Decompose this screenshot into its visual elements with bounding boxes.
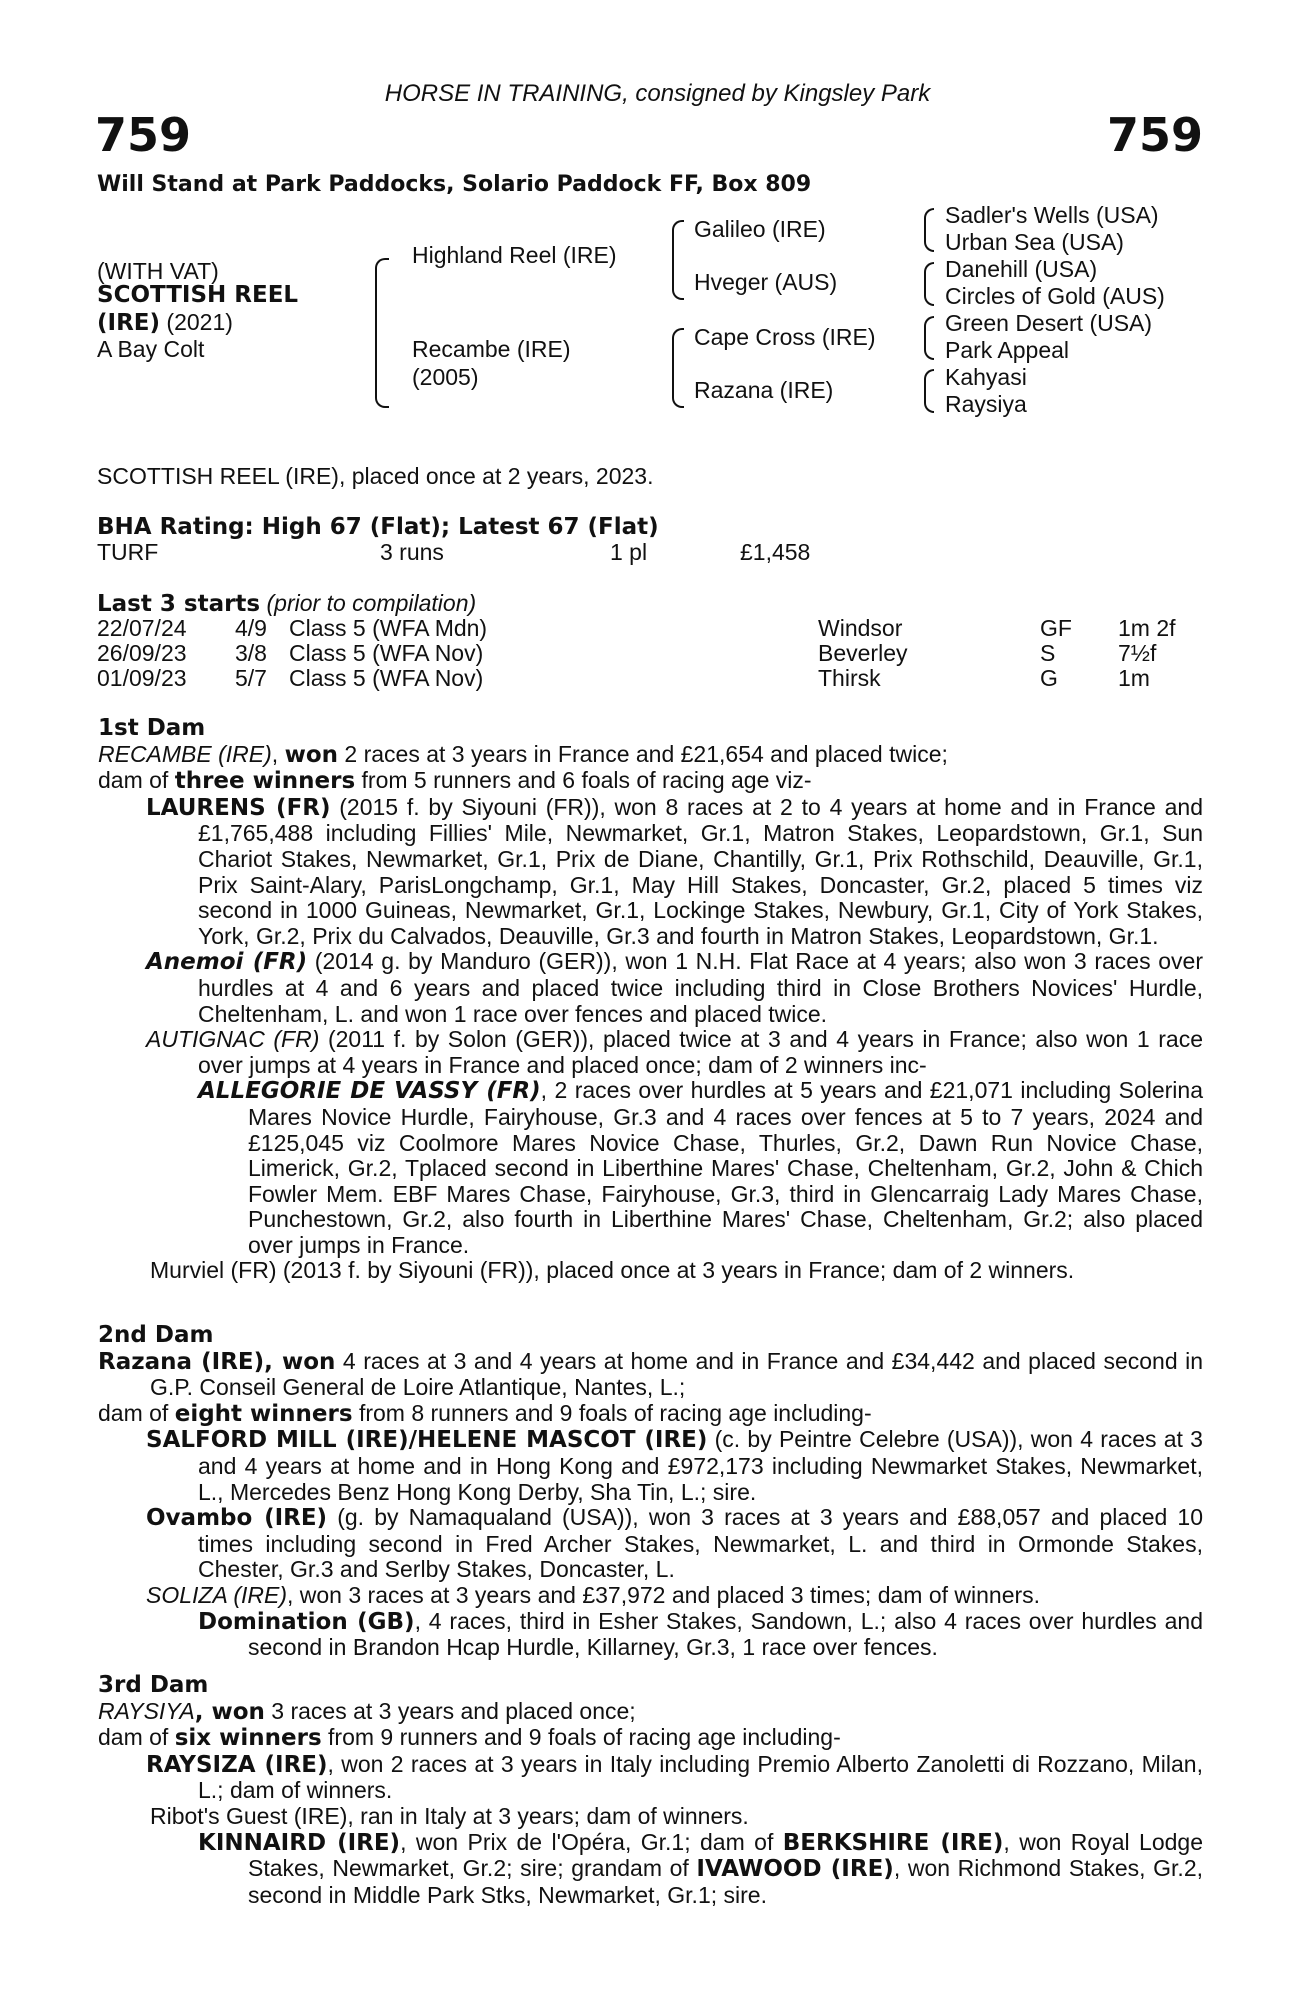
- murviel-entry: Murviel (FR) (2013 f. by Siyouni (FR)), placed once at 3 years in France; dam of 2 winners.: [150, 1257, 1075, 1284]
- raysiza-entry: [98, 1752, 1203, 1804]
- kinnaird-record-c: , won Richmond Stakes, Gr.2, second in Middle Park Stks, Newmarket, Gr.1; sire.: [248, 1855, 1204, 1908]
- first-dam-title: 1st Dam: [98, 715, 206, 741]
- second-dam-title: 2nd Dam: [98, 1322, 214, 1348]
- start-class: Class 5 (WFA Nov): [289, 640, 484, 666]
- pedigree-dsd: Park Appeal: [945, 337, 1070, 363]
- lot-number-left: 759: [95, 108, 192, 162]
- third-dam-produce: [98, 1725, 1203, 1752]
- pedigree-brace-sd: [924, 262, 934, 306]
- start-distance: 7½f: [1118, 640, 1157, 666]
- bha-rating: BHA Rating: High 67 (Flat); Latest 67 (Flat): [97, 514, 659, 540]
- dam-of-label: dam of: [98, 1399, 175, 1426]
- ovambo-entry: [98, 1505, 1203, 1583]
- pedigree-sds: Danehill (USA): [945, 256, 1098, 282]
- pedigree-sss: Sadler's Wells (USA): [945, 202, 1159, 228]
- start-date: 01/09/23: [97, 665, 187, 691]
- start-distance: 1m: [1118, 665, 1150, 691]
- pedigree-brace-dam: [672, 328, 684, 408]
- second-dam-intro: [98, 1349, 1203, 1401]
- pedigree-brace-ss: [924, 208, 934, 252]
- dam-of-label: dam of: [98, 767, 175, 794]
- horse-name: SCOTTISH REEL: [97, 282, 299, 308]
- salford-name: SALFORD MILL (IRE)/HELENE MASCOT (IRE): [146, 1427, 708, 1454]
- rating-placed: 1 pl: [610, 539, 648, 565]
- first-dam-winners: three winners: [174, 768, 356, 795]
- salford-record: (c. by Peintre Celebre (USA)), won 4 races at 3 and 4 years at home and in Hong Kong and £972,173 including Newmarket Stakes, Newmarket, L., Mercedes Benz Hong Kong Derby, Sha Tin, L.; sire.: [198, 1426, 1203, 1505]
- pedigree-dss: Green Desert (USA): [945, 310, 1153, 336]
- horse-description: A Bay Colt: [97, 336, 205, 362]
- second-dam-section: [98, 1323, 1203, 1661]
- pedigree-brace-main: [375, 258, 389, 408]
- start-going: G: [1040, 665, 1058, 691]
- second-dam-name: Razana (IRE): [98, 1348, 265, 1375]
- salford-entry: [98, 1427, 1203, 1505]
- first-dam-intro: RECAMBE (IRE), won 2 races at 3 years in France and £21,654 and placed twice;: [98, 740, 948, 768]
- horse-country: (IRE): [97, 310, 161, 336]
- soliza-entry: [98, 1583, 1203, 1609]
- stand-location: Will Stand at Park Paddocks, Solario Paddock FF, Box 809: [97, 172, 812, 197]
- third-dam-name: RAYSIYA: [98, 1697, 195, 1724]
- third-dam-runners: from 9 runners and 9 foals of racing age including-: [321, 1724, 841, 1751]
- pedigree-dam: Recambe (IRE): [412, 336, 571, 362]
- rating-runs: 3 runs: [380, 539, 444, 565]
- third-dam-won: , won: [194, 1698, 265, 1725]
- third-dam-winners: six winners: [174, 1725, 322, 1752]
- laurens-entry: [98, 795, 1203, 950]
- first-dam-section: [98, 716, 1203, 1284]
- first-dam-record: 2 races at 3 years in France and £21,654 and placed twice;: [338, 740, 948, 767]
- berkshire-name: BERKSHIRE (IRE): [782, 1829, 1004, 1856]
- start-course: Thirsk: [818, 665, 881, 691]
- second-dam-won: , won: [264, 1348, 336, 1375]
- anemoi-record: (2014 g. by Manduro (GER)), won 1 N.H. Flat Race at 4 years; also won 3 races over hurdles at 4 and 6 years and placed twice including third in Close Brothers Novices' Hurdle, Cheltenham, L. and won 1 race over fences and placed twice.: [198, 948, 1203, 1027]
- vat-note: (WITH VAT): [97, 258, 219, 284]
- domination-record: , 4 races, third in Esher Stakes, Sandown, L.; also 4 races over hurdles and second in Brandon Hcap Hurdle, Killarney, Gr.3, 1 race over fences.: [248, 1607, 1203, 1661]
- ivawood-name: IVAWOOD (IRE): [696, 1856, 894, 1883]
- soliza-name: SOLIZA (IRE): [146, 1581, 287, 1608]
- raysiza-name: RAYSIZA (IRE): [146, 1751, 328, 1778]
- soliza-record: , won 3 races at 3 years and £37,972 and placed 3 times; dam of winners.: [287, 1581, 1041, 1608]
- race-summary: SCOTTISH REEL (IRE), placed once at 2 years, 2023.: [97, 463, 654, 489]
- pedigree-dam-dam: Razana (IRE): [694, 377, 834, 403]
- kinnaird-entry: [98, 1830, 1203, 1909]
- start-distance: 1m 2f: [1118, 615, 1176, 641]
- pedigree-sire-sire: Galileo (IRE): [694, 216, 826, 242]
- autignac-record: (2011 f. by Solon (GER)), placed twice at 3 and 4 years in France; also won 1 race over jumps at 4 years in France and placed once; dam of 2 winners inc-: [198, 1026, 1203, 1078]
- laurens-record: (2015 f. by Siyouni (FR)), won 8 races at 2 to 4 years at home and in France and £1,765,488 including Fillies' Mile, Newmarket, Gr.1, Matron Stakes, Leopardstown, Gr.1, Sun Chariot Stakes, Newmarket, Gr.1, Prix de Diane, Chantilly, Gr.1, Prix Rothschild, Deauville, Gr.1, Prix Saint-Alary, ParisLongchamp, Gr.1, May Hill Stakes, Doncaster, Gr.2, placed 5 times viz second in 1000 Guineas, Newmarket, Gr.1, Lockinge Stakes, Newbury, Gr.1, City of York Stakes, York, Gr.2, Prix du Calvados, Deauville, Gr.3 and fourth in Matron Stakes, Leopardstown, Gr.1.: [198, 793, 1203, 949]
- anemoi-entry: [98, 949, 1203, 1027]
- second-dam-runners: from 8 runners and 9 foals of racing age including-: [352, 1399, 872, 1426]
- laurens-name: LAURENS (FR): [146, 794, 331, 821]
- ovambo-record: (g. by Namaqualand (USA)), won 3 races at 3 years and £88,057 and placed 10 times including second in Fred Archer Stakes, Newmarket, L. and third in Ormonde Stakes, Chester, Gr.3 and Serlby Stakes, Doncaster, L.: [198, 1504, 1204, 1583]
- dam-of-label: dam of: [98, 1724, 175, 1751]
- last-starts-note: (prior to compilation): [260, 590, 477, 616]
- start-course: Windsor: [818, 615, 903, 641]
- third-dam-section: [98, 1673, 1203, 1908]
- last-starts-title: Last 3 starts: [97, 591, 261, 617]
- pedigree-dam-year: (2005): [412, 364, 479, 390]
- raysiza-record: , won 2 races at 3 years in Italy including Premio Alberto Zanoletti di Rozzano, Milan, L.; dam of winners.: [198, 1750, 1203, 1804]
- pedigree-brace-ds: [924, 316, 934, 360]
- third-dam-title: 3rd Dam: [98, 1672, 209, 1698]
- start-going: S: [1040, 640, 1056, 666]
- pedigree-brace-dd: [924, 369, 934, 413]
- start-date: 26/09/23: [97, 640, 187, 666]
- first-dam-name: RECAMBE (IRE): [98, 740, 272, 767]
- rating-earnings: £1,458: [740, 539, 811, 565]
- kinnaird-record-a: , won Prix de l'Opéra, Gr.1; dam of: [400, 1828, 783, 1855]
- kinnaird-record-b: , won Royal Lodge Stakes, Newmarket, Gr.2; sire; grandam of: [248, 1828, 1203, 1882]
- start-class: Class 5 (WFA Nov): [289, 665, 484, 691]
- kinnaird-name: KINNAIRD (IRE): [198, 1829, 401, 1856]
- first-dam-produce: [98, 768, 1203, 795]
- pedigree-sire: Highland Reel (IRE): [412, 242, 617, 268]
- start-position: 5/7: [235, 665, 267, 691]
- second-dam-record: 4 races at 3 and 4 years at home and in France and £34,442 and placed second in G.P. Conseil General de Loire Atlantique, Nantes, L.;: [150, 1347, 1204, 1401]
- consignment-line: HORSE IN TRAINING, consigned by Kingsley Park: [384, 80, 931, 107]
- ribot-entry: Ribot's Guest (IRE), ran in Italy at 3 years; dam of winners.: [150, 1802, 749, 1829]
- autignac-name: AUTIGNAC (FR): [146, 1026, 320, 1053]
- start-date: 22/07/24: [97, 615, 187, 641]
- autignac-entry: [98, 1027, 1203, 1078]
- anemoi-name: Anemoi (FR): [146, 949, 308, 976]
- third-dam-record: 3 races at 3 years and placed once;: [264, 1697, 636, 1724]
- ovambo-name: Ovambo (IRE): [146, 1505, 328, 1532]
- allegorie-name: ALLEGORIE DE VASSY (FR): [198, 1078, 541, 1105]
- domination-entry: [98, 1609, 1203, 1661]
- last-starts-heading: [97, 590, 476, 617]
- allegorie-record: , 2 races over hurdles at 5 years and £21,071 including Solerina Mares Novice Hurdle, Fairyhouse, Gr.3 and 4 races over fences at 5 to 7 years, 2024 and £125,045 viz Coolmore Mares Novice Chase, Thurles, Gr.2, Dawn Run Novice Chase, Limerick, Gr.2, Tplaced second in Liberthine Mares' Chase, Cheltenham, Gr.2, John & Chich Fowler Mem. EBF Mares Chase, Fairyhouse, Gr.3, third in Glencarraig Lady Mares Chase, Punchestown, Gr.2, also fourth in Liberthine Mares' Chase, Cheltenham, Gr.2; also placed over jumps in France.: [248, 1077, 1203, 1258]
- pedigree-sire-dam: Hveger (AUS): [694, 269, 838, 295]
- pedigree-sdd: Circles of Gold (AUS): [945, 283, 1165, 309]
- pedigree-dam-sire: Cape Cross (IRE): [694, 324, 876, 350]
- third-dam-intro: [98, 1699, 1203, 1726]
- pedigree-ddd: Raysiya: [945, 391, 1027, 417]
- rating-surface: TURF: [97, 539, 159, 565]
- domination-name: Domination (GB): [198, 1608, 415, 1635]
- lot-number-right: 759: [1106, 108, 1203, 162]
- start-position: 4/9: [235, 615, 267, 641]
- start-course: Beverley: [818, 640, 908, 666]
- first-dam-won: won: [284, 741, 339, 768]
- pedigree-brace-sire: [672, 220, 684, 300]
- second-dam-winners: eight winners: [174, 1400, 353, 1427]
- start-going: GF: [1040, 615, 1072, 641]
- start-class: Class 5 (WFA Mdn): [289, 615, 488, 641]
- allegorie-entry: [98, 1078, 1203, 1258]
- pedigree-ssd: Urban Sea (USA): [945, 229, 1124, 255]
- horse-year: (2021): [160, 309, 233, 335]
- horse-origin-year: [97, 309, 233, 336]
- first-dam-runners: from 5 runners and 6 foals of racing age viz-: [355, 767, 812, 794]
- second-dam-produce: [98, 1401, 1203, 1428]
- start-position: 3/8: [235, 640, 267, 666]
- pedigree-dds: Kahyasi: [945, 364, 1027, 390]
